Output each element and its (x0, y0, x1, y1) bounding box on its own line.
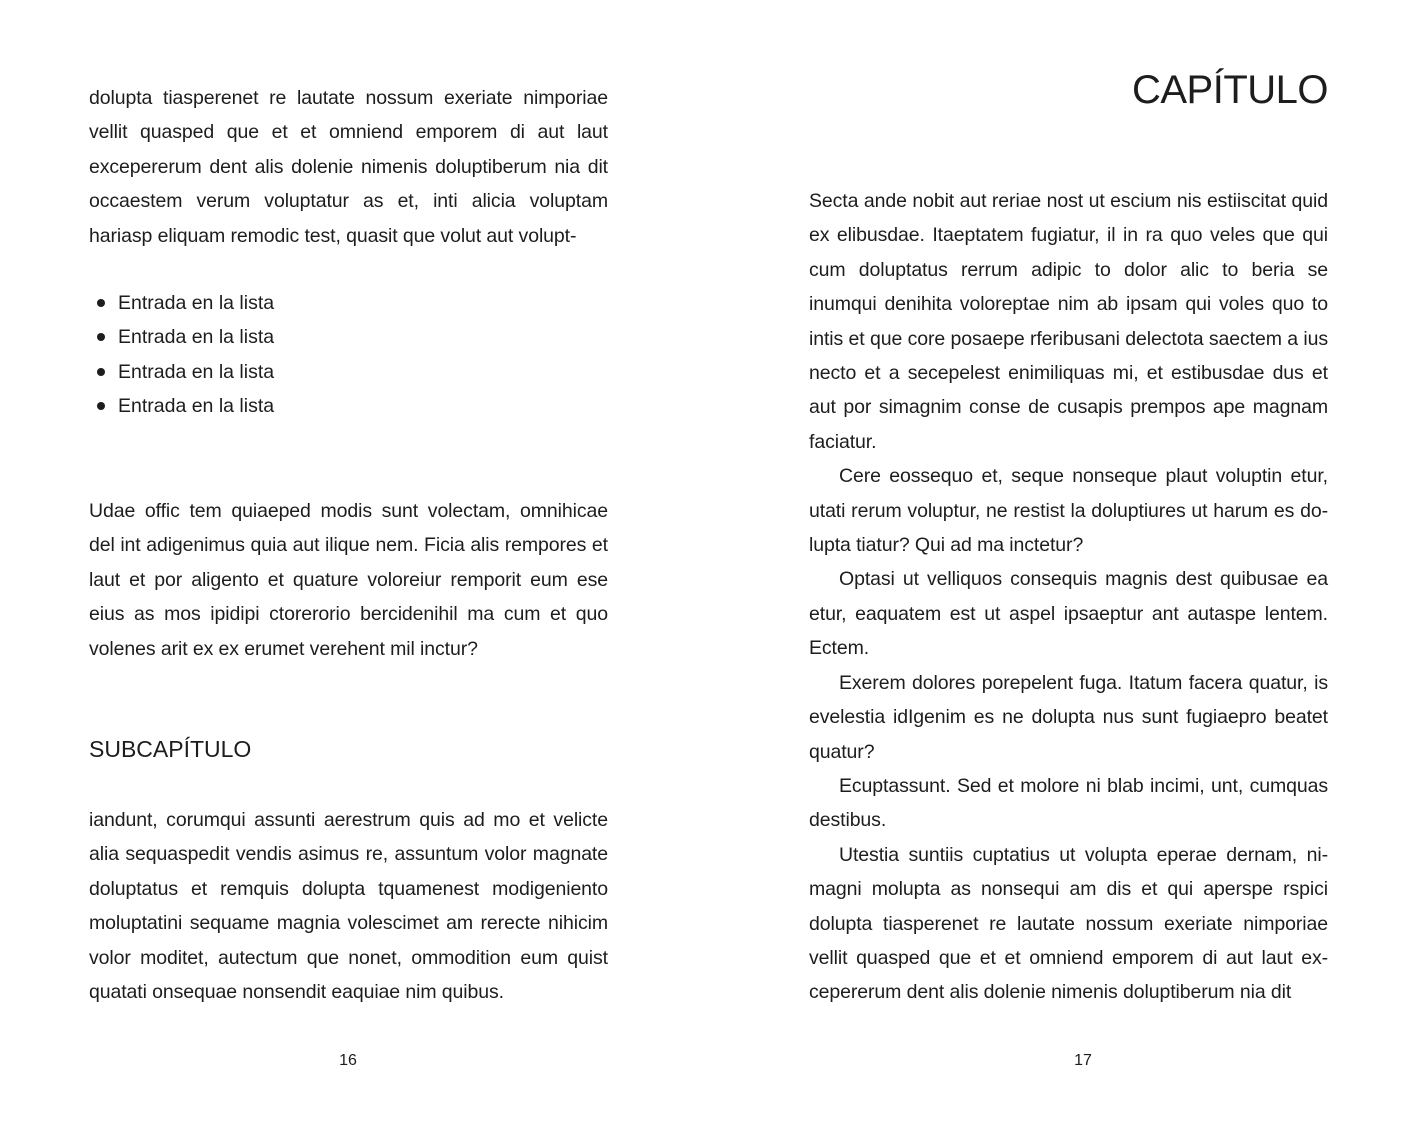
list-item-text: Entrada en la lista (118, 292, 275, 314)
right-paragraph-1: Secta ande nobit aut reriae nost ut escium nis estiiscitat quid ex elibusdae. Itaeptatem fugiatur, il in ra quo veles que qui cum doluptatus rerrum adipic to dolor alic to beria se inumqui denihita voloreptae nim ab ipsam qui voles quo to intis et que core posaepe rferibusani delectota saectem a ius necto et a secepelest enimiliquas mi, et estibusdae dus et aut por simagnim conse de cusapis prempos ape magnam faciatur. (809, 190, 1328, 453)
right-paragraph-3: Optasi ut velliquos consequis magnis dest quibusae ea etur, eaquatem est ut aspel ipsaeptur ant autaspe lentem. Ectem. (809, 568, 1328, 660)
list-item-text: Entrada en la lista (118, 360, 275, 383)
bullet-icon (97, 402, 105, 410)
bullet-icon (97, 333, 105, 341)
right-paragraph-6: Utestia suntiis cuptatius ut volupta eperae dernam, ni-magni molupta as nonsequi am dis et qui aperspe rspici dolupta tiasperenet re lautate nossum exeriate nimporiae vellit quasped que et et omniend emporem di aut laut ex-cepererum dent alis dolenie nimenis doluptiberum nia dit (809, 843, 1328, 1004)
bullet-icon (97, 299, 105, 307)
bullet-list (89, 286, 274, 424)
bullet-icon (97, 368, 105, 376)
page-number-left: 16 (339, 1052, 357, 1069)
left-page (0, 0, 708, 1122)
list-item (89, 389, 274, 423)
left-paragraph-1: dolupta tiasperenet re lautate nossum exeriate nimporiae vellit quasped que et et omniend emporem di aut laut excepererum dent alis dolenie nimenis doluptiberum nia dit occaestem verum voluptatur as et, inti alicia voluptam hariasp eliquam remodic test, quasit que volut aut volupt- (89, 87, 608, 247)
left-paragraph-2: Udae offic tem quiaeped modis sunt volectam, omnihicae del int adigenimus quia aut ilique nem. Ficia alis rempores et laut et por aligento et quature voloreiur remporit eum ese eius as mos ipidipi ctorerorio bercidenihil ma cum et quo volenes arit ex ex erumet verehent mil inctur? (89, 500, 608, 660)
list-item-text: Entrada en la lista (118, 395, 275, 418)
right-paragraph-5: Ecuptassunt. Sed et molore ni blab incimi, unt, cumquas destibus. (809, 774, 1328, 832)
right-page (708, 0, 1417, 1122)
right-paragraph-2: Cere eossequo et, seque nonseque plaut voluptin etur, utati rerum voluptur, ne restist la doluptiures ut harum es do-lupta tiatur? Qui ad ma inctetur? (809, 465, 1328, 557)
subchapter-heading: SUBCAPÍTULO (89, 736, 252, 762)
page-number-right: 17 (1074, 1052, 1092, 1069)
left-paragraph-3: iandunt, corumqui assunti aerestrum quis ad mo et velicte alia sequaspedit vendis asimus re, assuntum volor magnate doluptatus et remquis dolupta tquamenest modigeniento moluptatini sequame magnia volescimet am rerecte nihicim volor moditet, autectum que nonet, ommodition eum quist quatati onsequae nonsendit eaquiae nim quibus. (89, 809, 608, 1004)
list-item (89, 320, 274, 354)
list-item-text: Entrada en la lista (118, 326, 275, 349)
list-item (89, 355, 274, 389)
right-body-text (809, 184, 1328, 1010)
right-paragraph-4: Exerem dolores porepelent fuga. Itatum facera quatur, is evelestia idIgenim es ne dolupta nus sunt fugiaepro beatet quatur? (809, 671, 1328, 763)
list-item (89, 286, 274, 320)
chapter-title: CAPÍTULO (1131, 68, 1328, 112)
